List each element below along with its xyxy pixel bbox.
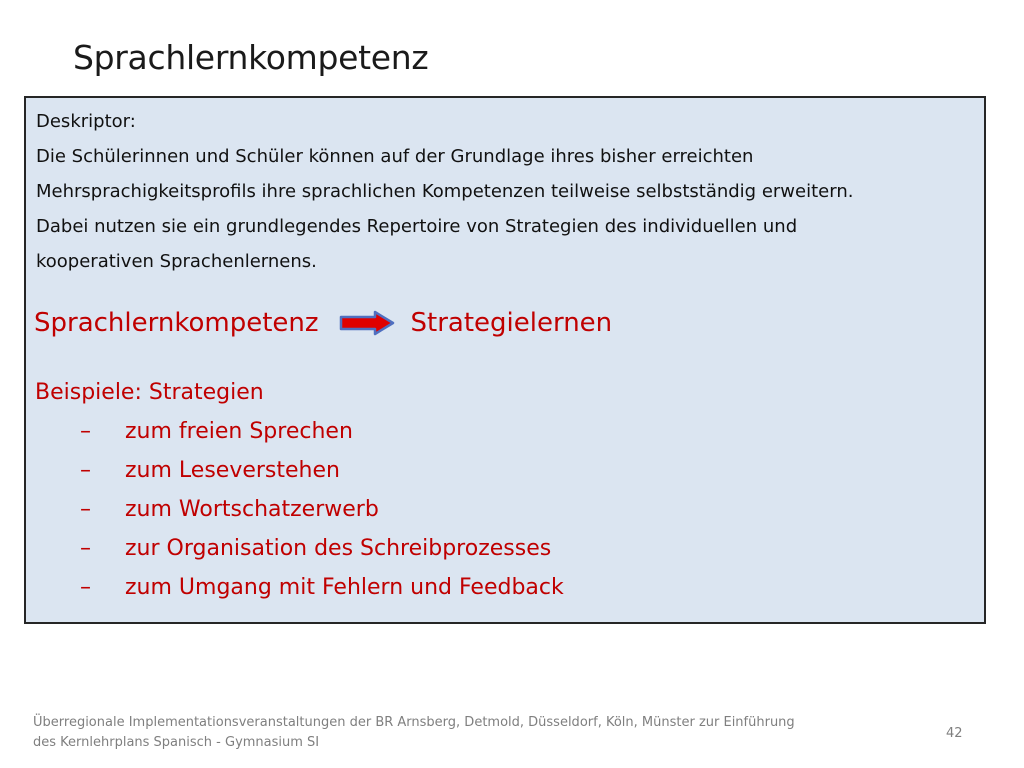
list-item-text: zum Leseverstehen <box>125 458 340 483</box>
right-arrow-icon <box>339 310 395 336</box>
descriptor-text <box>36 104 971 279</box>
flow-from-label: Sprachlernkompetenz <box>34 308 319 338</box>
descriptor-label: Deskriptor: <box>36 111 136 132</box>
dash-bullet-icon: – <box>80 536 91 561</box>
dash-bullet-icon: – <box>80 497 91 522</box>
flow-to-label: Strategielernen <box>410 308 613 338</box>
competence-flow <box>34 303 612 343</box>
list-item-text: zum freien Sprechen <box>125 419 353 444</box>
strategy-examples <box>35 373 564 607</box>
footer-line: des Kernlehrplans Spanisch - Gymnasium SI <box>33 735 320 750</box>
slide-title: Sprachlernkompetenz <box>73 38 429 77</box>
list-item <box>35 568 564 607</box>
list-item <box>35 412 564 451</box>
list-item-text: zum Umgang mit Fehlern und Feedback <box>125 575 564 600</box>
dash-bullet-icon: – <box>80 575 91 600</box>
descriptor-line: kooperativen Sprachenlernens. <box>36 251 317 272</box>
descriptor-line: Die Schülerinnen und Schüler können auf der Grundlage ihres bisher erreichten <box>36 146 754 167</box>
descriptor-box <box>24 96 986 624</box>
examples-list <box>35 412 564 607</box>
footer-text <box>33 713 873 753</box>
dash-bullet-icon: – <box>80 458 91 483</box>
list-item-text: zur Organisation des Schreibprozesses <box>125 536 552 561</box>
examples-heading: Beispiele: Strategien <box>35 380 264 405</box>
dash-bullet-icon: – <box>80 419 91 444</box>
descriptor-line: Dabei nutzen sie ein grundlegendes Repertoire von Strategien des individuellen und <box>36 216 798 237</box>
descriptor-line: Mehrsprachigkeitsprofils ihre sprachlichen Kompetenzen teilweise selbstständig erweitern. <box>36 181 854 202</box>
list-item <box>35 529 564 568</box>
list-item <box>35 490 564 529</box>
list-item-text: zum Wortschatzerwerb <box>125 497 379 522</box>
list-item <box>35 451 564 490</box>
footer-line: Überregionale Implementationsveranstaltungen der BR Arnsberg, Detmold, Düsseldorf, Köln, Münster zur Einführung <box>33 715 795 730</box>
page-number: 42 <box>946 726 963 741</box>
